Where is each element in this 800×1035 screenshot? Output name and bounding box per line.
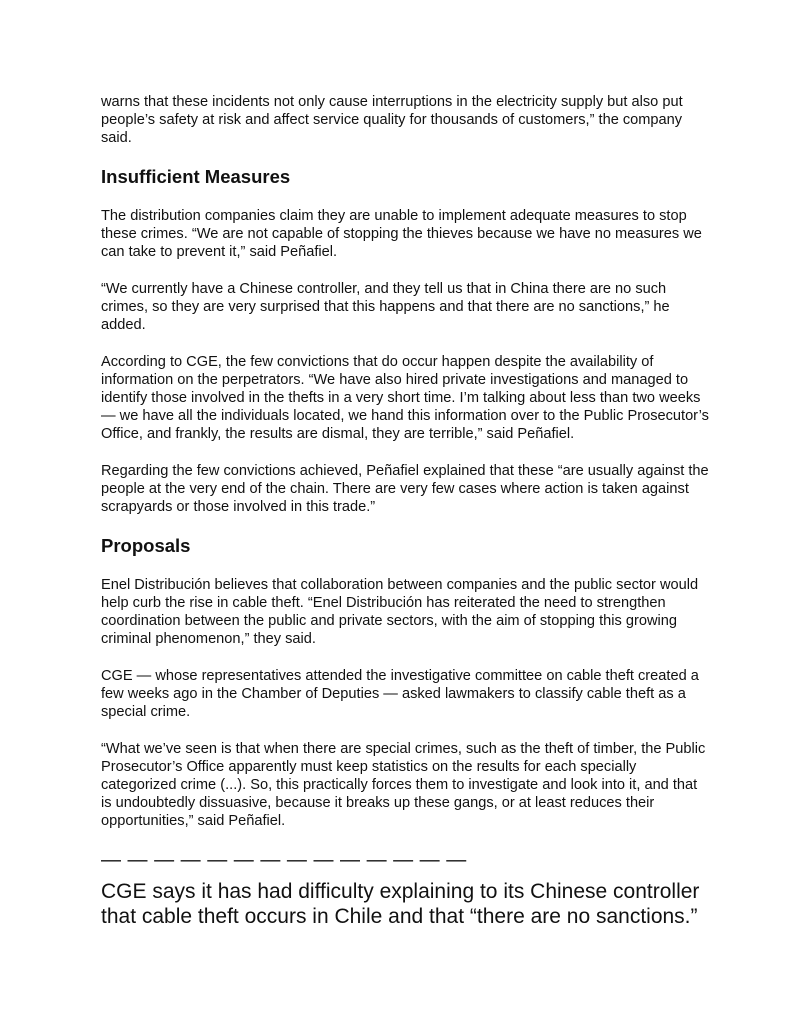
body-paragraph: Enel Distribución believes that collaboration between companies and the public sector would help curb the rise in cable theft. “Enel Distribución has reiterated the need to strengthen coordination between the public and private sectors, with the aim of stopping this growing criminal phenomenon,” they said. xyxy=(101,577,699,647)
body-paragraph: The distribution companies claim they are unable to implement adequate measures to stop these crimes. “We are not capable of stopping the thieves because we have no measures we can take to prevent it,” said Peñafiel. xyxy=(101,208,702,260)
section-heading-insufficient-measures: Insufficient Measures xyxy=(101,166,291,187)
body-paragraph: “What we’ve seen is that when there are special crimes, such as the theft of timber, the Public Prosecutor’s Office apparently must keep statistics on the results for each specially categorized crime (...). So, this practically forces them to investigate and look into it, and that is undoubtedly dissuasive, because it breaks up these gangs, or at least reduces their opportunities,” said Peñafiel. xyxy=(101,741,706,829)
body-paragraph: Regarding the few convictions achieved, Peñafiel explained that these “are usually against the people at the very end of the chain. There are very few cases where action is taken against scrapyards or those involved in this trade.” xyxy=(101,463,709,515)
intro-paragraph: warns that these incidents not only cause interruptions in the electricity supply but also put people’s safety at risk and affect service quality for thousands of customers,” the company said. xyxy=(101,94,683,146)
section-heading-proposals: Proposals xyxy=(101,535,191,556)
body-paragraph: CGE — whose representatives attended the investigative committee on cable theft created a few weeks ago in the Chamber of Deputies — asked lawmakers to classify cable theft as a special crime. xyxy=(101,668,699,720)
pull-quote: CGE says it has had difficulty explaining to its Chinese controller that cable theft occurs in Chile and that “there are no sanctions.” xyxy=(101,880,700,928)
body-paragraph: “We currently have a Chinese controller, and they tell us that in China there are no such crimes, so they are very surprised that this happens and that there are no sanctions,” he added. xyxy=(101,281,670,333)
dash-divider: — — — — — — — — — — — — — — xyxy=(101,849,467,871)
body-paragraph: According to CGE, the few convictions that do occur happen despite the availability of information on the perpetrators. “We have also hired private investigations and managed to identify those involved in the thefts in a very short time. I’m talking about less than two weeks — we have all the individuals located, we hand this information over to the Public Prosecutor’s Office, and frankly, the results are dismal, they are terrible,” said Peñafiel. xyxy=(101,354,709,442)
article-body xyxy=(101,93,711,929)
